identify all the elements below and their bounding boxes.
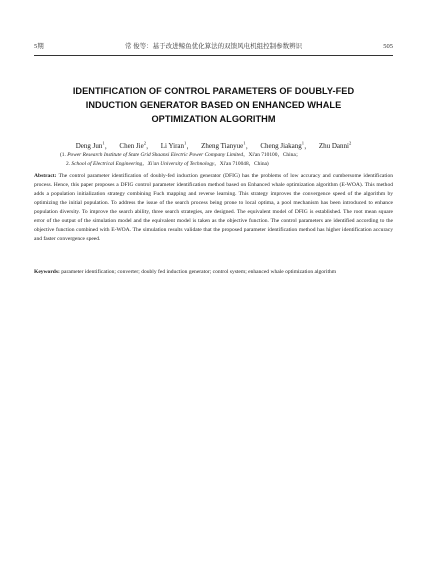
affiliation-marker: 1 xyxy=(243,141,246,146)
author-name: Cheng Jiakang xyxy=(260,142,302,151)
running-title: 常 俊等：基于改进鲸鱼优化算法的双馈风电机组控制参数辨识 xyxy=(124,43,303,50)
keywords-label: Keywords: xyxy=(34,269,60,275)
title-line: OPTIMIZATION ALGORITHM xyxy=(151,114,276,124)
abstract-label: Abstract: xyxy=(34,173,57,179)
author xyxy=(319,142,351,150)
affiliation-marker: 1 xyxy=(184,141,187,146)
affiliation-marker: 2. xyxy=(66,161,71,167)
issue-number: 5期 xyxy=(34,43,44,50)
author: Chen Jie$^2$， xyxy=(119,141,154,151)
author: Li Yiran$^1$， xyxy=(160,141,194,151)
author-name: Chen Jie xyxy=(119,142,144,151)
affiliation-marker: 1 xyxy=(301,141,305,146)
author-name: Zheng Tianyue xyxy=(201,142,244,151)
page-number: 505 xyxy=(383,43,393,50)
affiliation-place: ，Xi'an 710100，China； xyxy=(243,152,302,158)
author-name: Deng Jun xyxy=(75,142,103,151)
affiliation-marker: 2 xyxy=(348,141,352,146)
keywords-text: parameter identification; converter; doubly fed induction generator; control system; enhanced whale optimization algorithm xyxy=(61,269,337,275)
affiliation-marker: 1 xyxy=(102,141,105,146)
author-list xyxy=(34,139,393,151)
affiliation-marker: 2 xyxy=(143,141,147,146)
abstract xyxy=(34,172,393,244)
paper-title xyxy=(40,84,387,126)
abstract-text: The control parameter identification of doubly-fed induction generator (DFIG) has the problems of low accuracy and cumbersome identification process. Hence, this paper proposes a DFIG control parameter identification method based on Enhanced whale optimization algorithm (E-WOA). This method adds a population initialization strategy combining Fuch mapping and reverse learning. This strategy improves the convergence speed of the algorithm by optimizing the initial population. To address the issue of the search process being prone to local optima, a pool mechanism has been introduced to enhance population diversity. To improve the search ability, three search strategies, are designed. The equivalent model of DFIG is established. The root mean square error of the output of the simulation model and the equivalent model is taken as the objective function. The control parameters are identified according to the objective function combined with E-WOA. The simulation results validate that the proposed parameter identification method has higher identification accuracy and faster convergence speed. xyxy=(34,173,393,243)
author: Deng Jun$^1$， xyxy=(75,141,112,151)
running-header xyxy=(34,41,393,53)
author-name: Li Yiran xyxy=(160,142,185,151)
author-name: Zhu Danni xyxy=(318,142,349,151)
affiliation-2 xyxy=(66,160,393,169)
author: Cheng Jiakang$^1$， xyxy=(260,141,312,151)
affiliation-place: ，Xi'an 710048，China) xyxy=(214,161,269,167)
affiliation-org: School of Electrical Engineering，Xi'an University of Technology xyxy=(71,161,215,167)
affiliation-marker: (1. xyxy=(60,152,66,158)
keywords xyxy=(34,268,393,277)
author: Zheng Tianyue$^1$， xyxy=(201,141,253,151)
header-divider xyxy=(34,55,393,56)
title-line: INDUCTION GENERATOR BASED ON ENHANCED WHALE xyxy=(85,100,342,110)
affiliation-1 xyxy=(60,151,393,160)
affiliation-org: Power Research Institute of State Grid Shaanxi Electric Power Company Limited xyxy=(67,152,244,158)
title-line: IDENTIFICATION OF CONTROL PARAMETERS OF DOUBLY-FED xyxy=(72,86,355,96)
